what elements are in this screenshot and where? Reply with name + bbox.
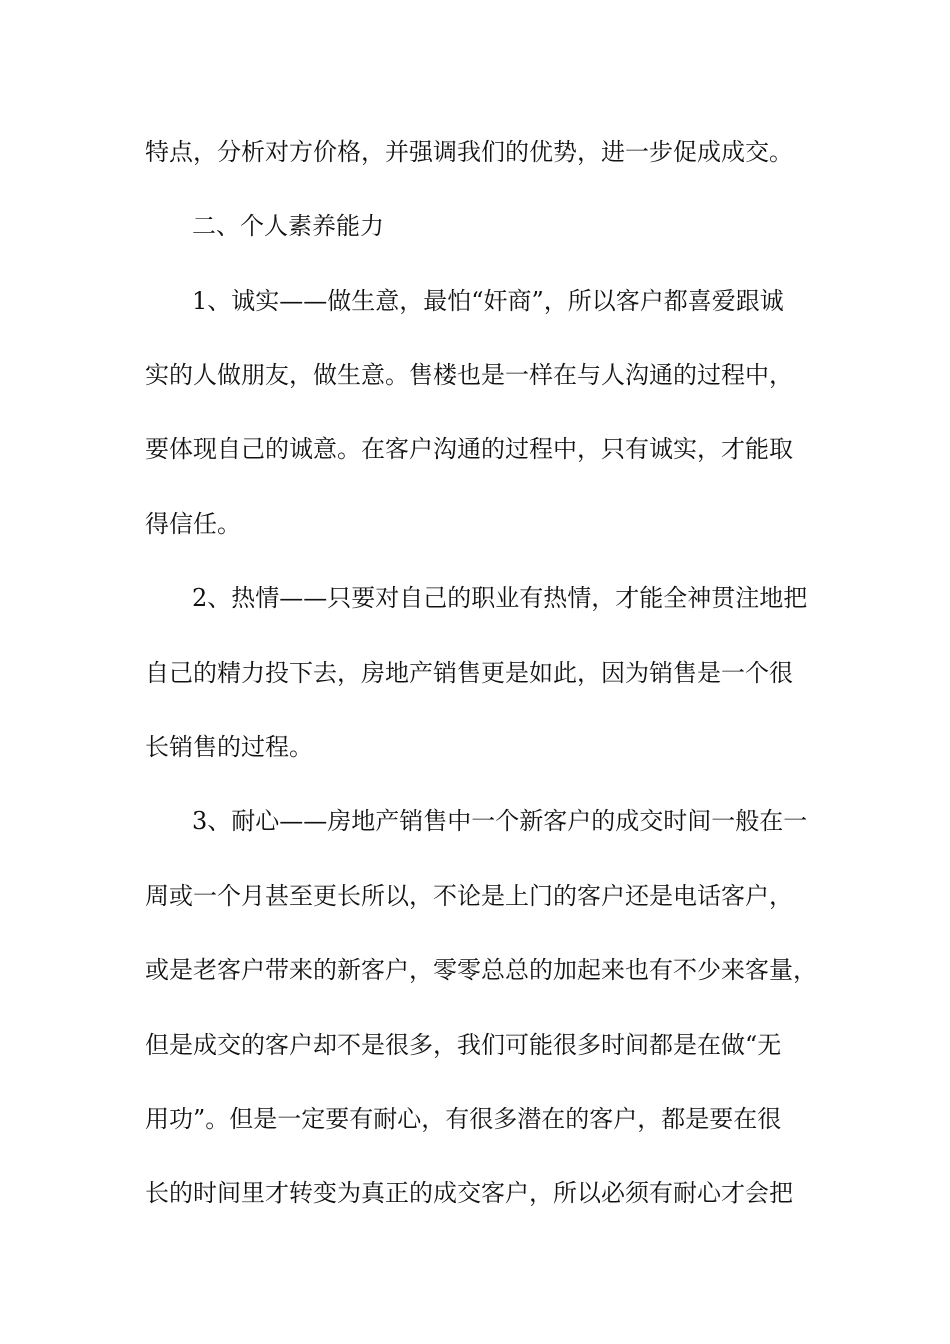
text-line: 3、耐心——房地产销售中一个新客户的成交时间一般在一 <box>192 807 808 835</box>
text-line: 用功”。但是一定要有耐心，有很多潜在的客户，都是要在很 <box>145 1105 782 1133</box>
text-line: 2、热情——只要对自己的职业有热情，才能全神贯注地把 <box>192 584 808 612</box>
text-line: 实的人做朋友，做生意。售楼也是一样在与人沟通的过程中， <box>145 361 793 389</box>
text-line: 长销售的过程。 <box>145 733 313 761</box>
text-line: 但是成交的客户却不是很多，我们可能很多时间都是在做“无 <box>145 1031 782 1059</box>
text-line: 要体现自己的诚意。在客户沟通的过程中，只有诚实，才能取 <box>145 435 793 463</box>
text-line: 自己的精力投下去，房地产销售更是如此，因为销售是一个很 <box>145 659 793 687</box>
section-heading: 二、个人素养能力 <box>192 212 384 240</box>
text-line: 长的时间里才转变为真正的成交客户，所以必须有耐心才会把 <box>145 1179 793 1207</box>
text-line: 1、诚实——做生意，最怕“奸商”，所以客户都喜爱跟诚 <box>192 287 784 315</box>
text-line: 得信任。 <box>145 510 241 538</box>
text-line: 或是老客户带来的新客户，零零总总的加起来也有不少来客量， <box>145 956 817 984</box>
text-line: 周或一个月甚至更长所以，不论是上门的客户还是电话客户， <box>145 882 793 910</box>
text-line: 特点，分析对方价格，并强调我们的优势，进一步促成成交。 <box>145 138 793 166</box>
